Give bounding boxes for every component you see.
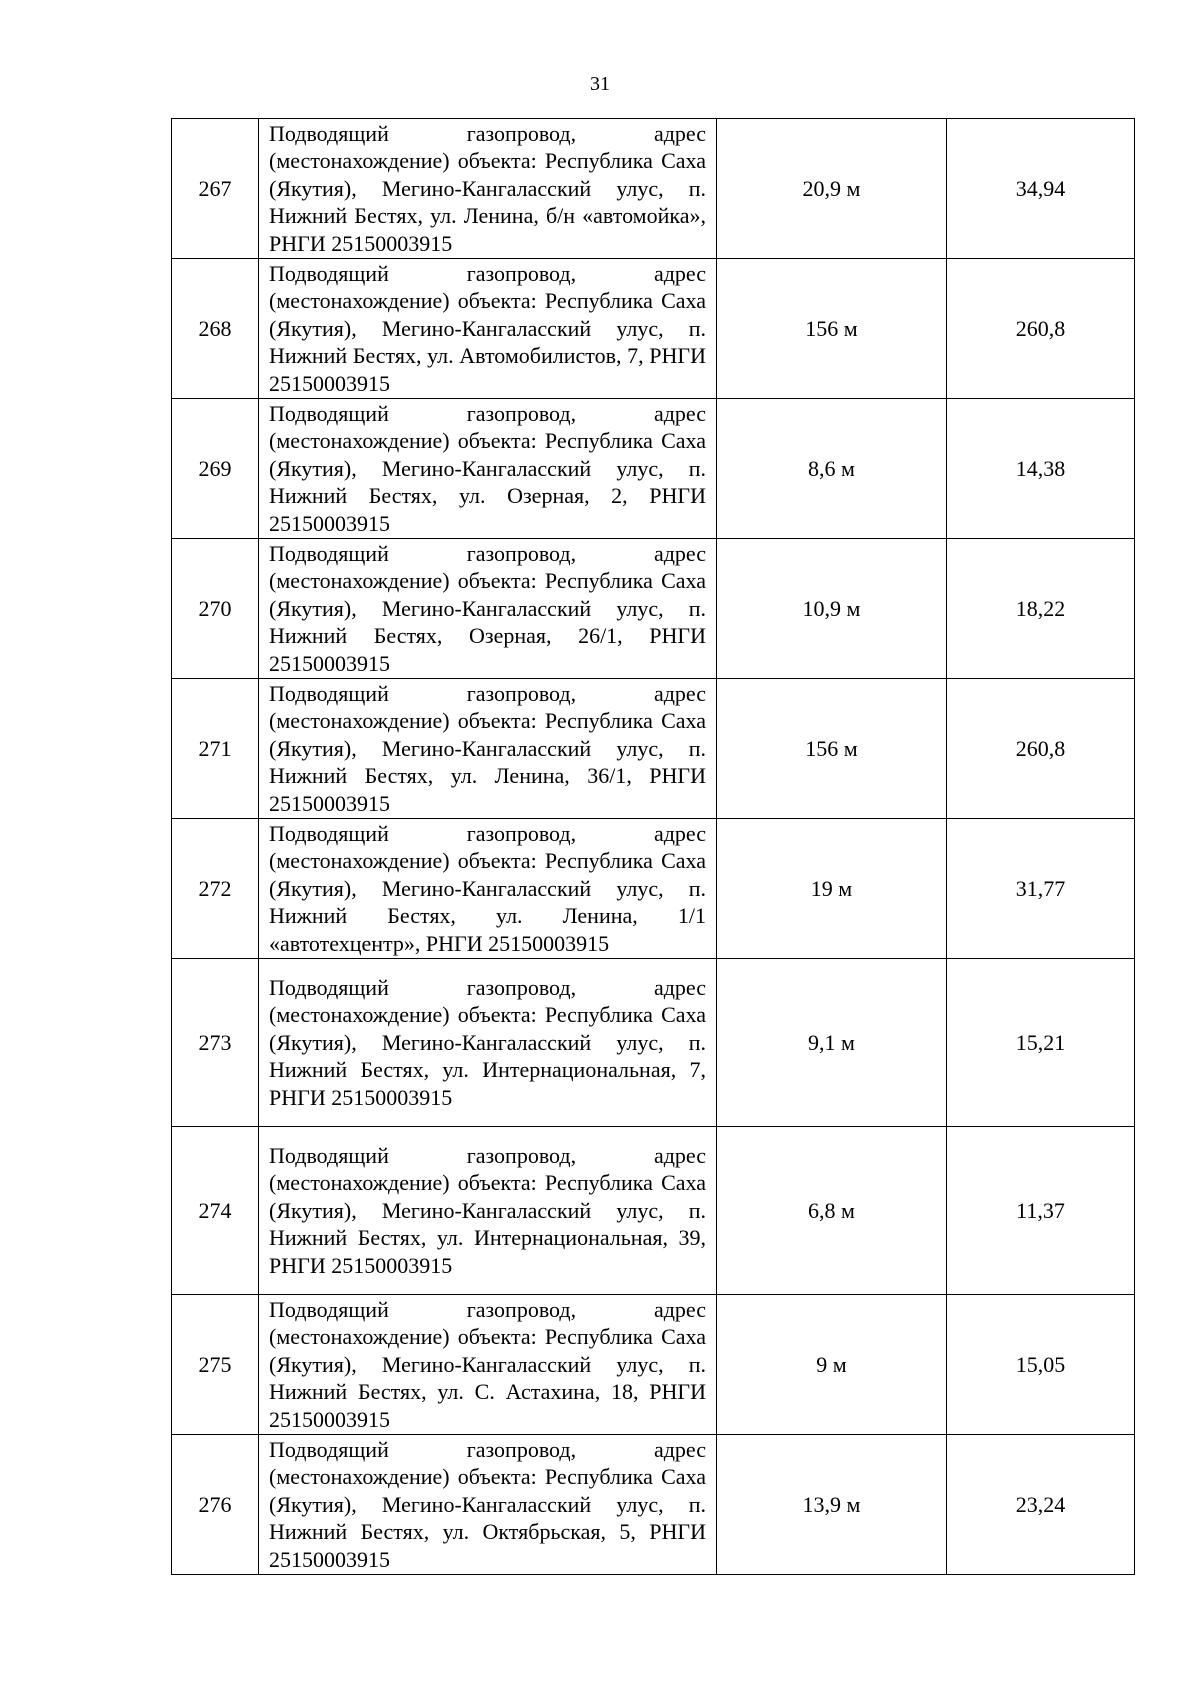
object-length: 156 м: [717, 259, 947, 399]
property-table: [171, 118, 1135, 1575]
row-number: 274: [172, 1127, 259, 1295]
object-value: 15,21: [947, 959, 1135, 1127]
object-length: 9 м: [717, 1295, 947, 1435]
object-description: Подводящий газопровод, адрес (местонахождение) объекта: Республика Саха (Якутия), Мегино-Кангаласский улус, п. Нижний Бестях, ул. Ленина, 1/1 «автотехцентр», РНГИ 25150003915: [259, 819, 717, 959]
object-description: Подводящий газопровод, адрес (местонахождение) объекта: Республика Саха (Якутия), Мегино-Кангаласский улус, п. Нижний Бестях, ул. С. Астахина, 18, РНГИ 25150003915: [259, 1295, 717, 1435]
table-row: [172, 399, 1135, 539]
table-row: [172, 1295, 1135, 1435]
object-length: 8,6 м: [717, 399, 947, 539]
object-value: 34,94: [947, 119, 1135, 259]
object-length: 6,8 м: [717, 1127, 947, 1295]
object-length: 20,9 м: [717, 119, 947, 259]
object-length: 13,9 м: [717, 1435, 947, 1575]
object-description: Подводящий газопровод, адрес (местонахождение) объекта: Республика Саха (Якутия), Мегино-Кангаласский улус, п. Нижний Бестях, ул. Озерная, 2, РНГИ 25150003915: [259, 399, 717, 539]
object-length: 19 м: [717, 819, 947, 959]
object-length: 10,9 м: [717, 539, 947, 679]
row-number: 270: [172, 539, 259, 679]
object-value: 31,77: [947, 819, 1135, 959]
row-number: 272: [172, 819, 259, 959]
table-row: [172, 1435, 1135, 1575]
row-number: 269: [172, 399, 259, 539]
row-number: 276: [172, 1435, 259, 1575]
object-value: 18,22: [947, 539, 1135, 679]
row-number: 271: [172, 679, 259, 819]
row-number: 275: [172, 1295, 259, 1435]
table-row: [172, 679, 1135, 819]
object-length: 156 м: [717, 679, 947, 819]
object-description: Подводящий газопровод, адрес (местонахождение) объекта: Республика Саха (Якутия), Мегино-Кангаласский улус, п. Нижний Бестях, ул. Ленина, 36/1, РНГИ 25150003915: [259, 679, 717, 819]
object-description: Подводящий газопровод, адрес (местонахождение) объекта: Республика Саха (Якутия), Мегино-Кангаласский улус, п. Нижний Бестях, Озерная, 26/1, РНГИ 25150003915: [259, 539, 717, 679]
table-row: [172, 259, 1135, 399]
object-value: 11,37: [947, 1127, 1135, 1295]
object-value: 14,38: [947, 399, 1135, 539]
table-row: [172, 959, 1135, 1127]
table-row: [172, 819, 1135, 959]
page-number: 31: [590, 73, 610, 95]
object-description: Подводящий газопровод, адрес (местонахождение) объекта: Республика Саха (Якутия), Мегино-Кангаласский улус, п. Нижний Бестях, ул. Ленина, б/н «автомойка», РНГИ 25150003915: [259, 119, 717, 259]
table-row: [172, 539, 1135, 679]
object-description: Подводящий газопровод, адрес (местонахождение) объекта: Республика Саха (Якутия), Мегино-Кангаласский улус, п. Нижний Бестях, ул. Автомобилистов, 7, РНГИ 25150003915: [259, 259, 717, 399]
table-row: [172, 1127, 1135, 1295]
table-row: [172, 119, 1135, 259]
row-number: 267: [172, 119, 259, 259]
object-value: 260,8: [947, 679, 1135, 819]
row-number: 273: [172, 959, 259, 1127]
object-value: 15,05: [947, 1295, 1135, 1435]
object-length: 9,1 м: [717, 959, 947, 1127]
object-description: Подводящий газопровод, адрес (местонахождение) объекта: Республика Саха (Якутия), Мегино-Кангаласский улус, п. Нижний Бестях, ул. Интернациональная, 7, РНГИ 25150003915: [259, 959, 717, 1127]
object-description: Подводящий газопровод, адрес (местонахождение) объекта: Республика Саха (Якутия), Мегино-Кангаласский улус, п. Нижний Бестях, ул. Октябрьская, 5, РНГИ 25150003915: [259, 1435, 717, 1575]
object-value: 260,8: [947, 259, 1135, 399]
row-number: 268: [172, 259, 259, 399]
object-value: 23,24: [947, 1435, 1135, 1575]
object-description: Подводящий газопровод, адрес (местонахождение) объекта: Республика Саха (Якутия), Мегино-Кангаласский улус, п. Нижний Бестях, ул. Интернациональная, 39, РНГИ 25150003915: [259, 1127, 717, 1295]
